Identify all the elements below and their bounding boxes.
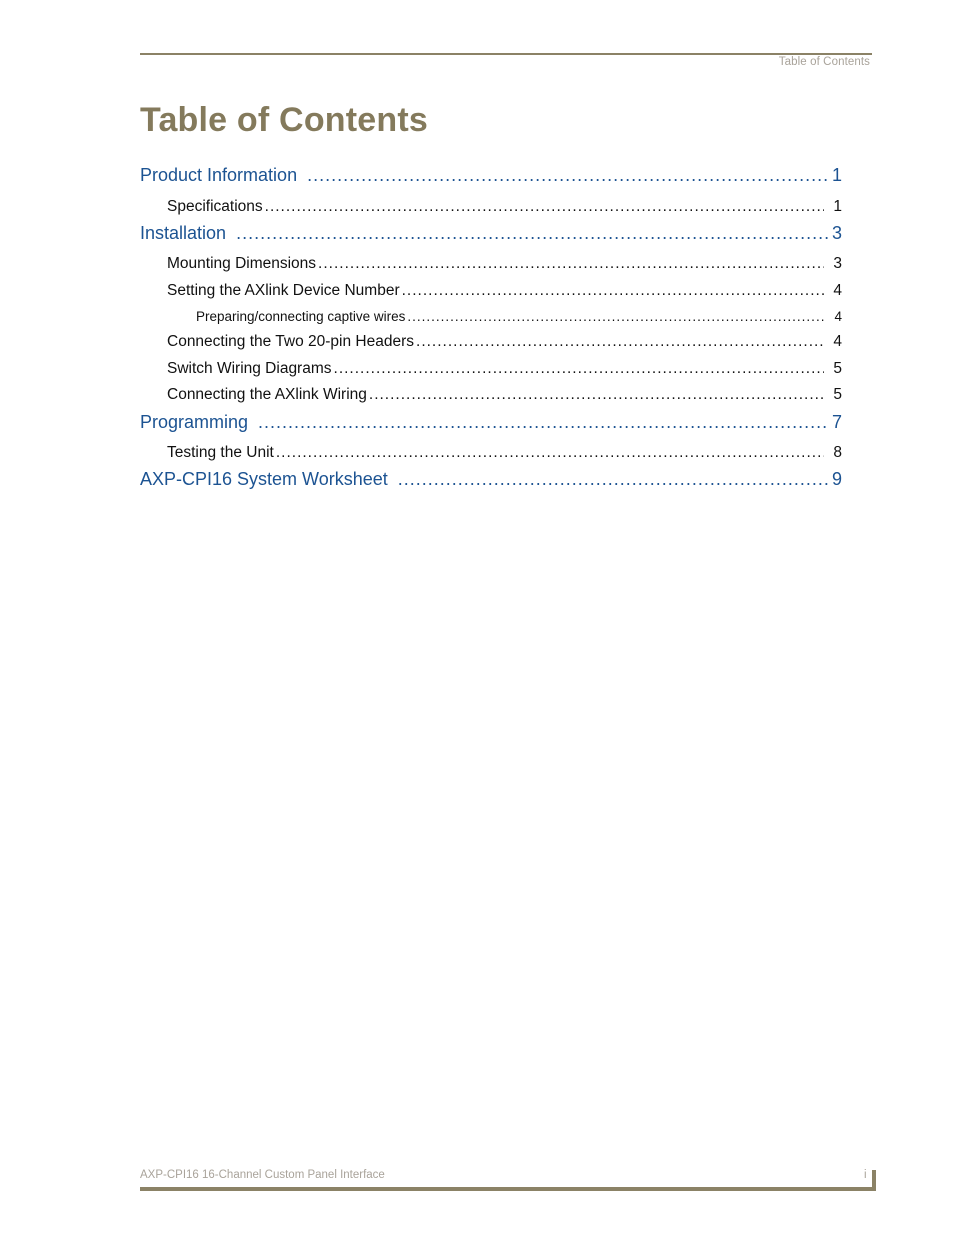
toc-entry-system-worksheet[interactable]	[140, 469, 842, 490]
toc-page-number: 8	[833, 444, 842, 461]
toc-page-number: 7	[831, 412, 842, 432]
toc-entry-specifications[interactable]	[167, 198, 842, 216]
toc-entry-connecting-axlink-wiring[interactable]	[167, 386, 842, 404]
toc-page-number: 5	[833, 386, 842, 403]
toc-entry-setting-axlink-device-number[interactable]	[167, 282, 842, 300]
toc-entry-mounting-dimensions[interactable]	[167, 255, 842, 273]
footer-rule	[140, 1187, 876, 1191]
toc-entry-label: Testing the Unit	[167, 444, 274, 461]
header-rule	[140, 53, 872, 55]
toc-page-number: 9	[831, 469, 842, 489]
toc-entry-label: AXP-CPI16 System Worksheet	[140, 469, 388, 489]
toc-leader-dots	[407, 309, 825, 324]
toc-entry-label: Specifications	[167, 198, 263, 215]
toc-entry-installation[interactable]	[140, 223, 842, 244]
toc-page-number: 4	[833, 282, 842, 299]
toc-entry-label: Preparing/connecting captive wires	[196, 309, 406, 324]
toc-page-number: 3	[831, 223, 842, 243]
toc-entry-label: Mounting Dimensions	[167, 255, 317, 272]
toc-entry-testing-the-unit[interactable]	[167, 444, 842, 462]
toc-leader-dots	[276, 444, 825, 462]
toc-page-number: 1	[831, 165, 842, 185]
toc-entry-connecting-headers[interactable]	[167, 333, 842, 351]
toc-entry-switch-wiring-diagrams[interactable]	[167, 360, 842, 378]
toc-leader-dots	[307, 165, 829, 186]
footer-page-number: i	[864, 1169, 867, 1181]
toc-entry-label: Connecting the AXlink Wiring	[167, 386, 367, 403]
toc-entry-label: Product Information	[140, 165, 298, 185]
running-header: Table of Contents	[778, 56, 870, 68]
toc-page-number: 3	[833, 255, 842, 272]
footer-document-title: AXP-CPI16 16-Channel Custom Panel Interface	[140, 1169, 385, 1181]
page-title: Table of Contents	[140, 101, 428, 139]
toc-page-number: 1	[833, 198, 842, 215]
toc-leader-dots	[334, 360, 825, 378]
toc-page-number: 4	[833, 333, 842, 350]
toc-leader-dots	[265, 198, 825, 216]
toc-page-number: 4	[834, 309, 842, 324]
toc-leader-dots	[258, 412, 829, 433]
toc-entry-label: Installation	[140, 223, 227, 243]
toc-entry-label: Connecting the Two 20-pin Headers	[167, 333, 415, 350]
toc-page-number: 5	[833, 360, 842, 377]
toc-leader-dots	[402, 282, 825, 300]
toc-leader-dots	[369, 386, 824, 404]
toc-entry-label: Switch Wiring Diagrams	[167, 360, 332, 377]
toc-leader-dots	[236, 223, 829, 244]
toc-entry-programming[interactable]	[140, 412, 842, 433]
toc-entry-label: Setting the AXlink Device Number	[167, 282, 400, 299]
toc-entry-product-information[interactable]	[140, 165, 842, 186]
toc-entry-preparing-captive-wires[interactable]	[196, 309, 842, 324]
toc-leader-dots	[318, 255, 824, 273]
toc-leader-dots	[416, 333, 824, 351]
toc-entry-label: Programming	[140, 412, 249, 432]
toc-leader-dots	[398, 469, 829, 490]
